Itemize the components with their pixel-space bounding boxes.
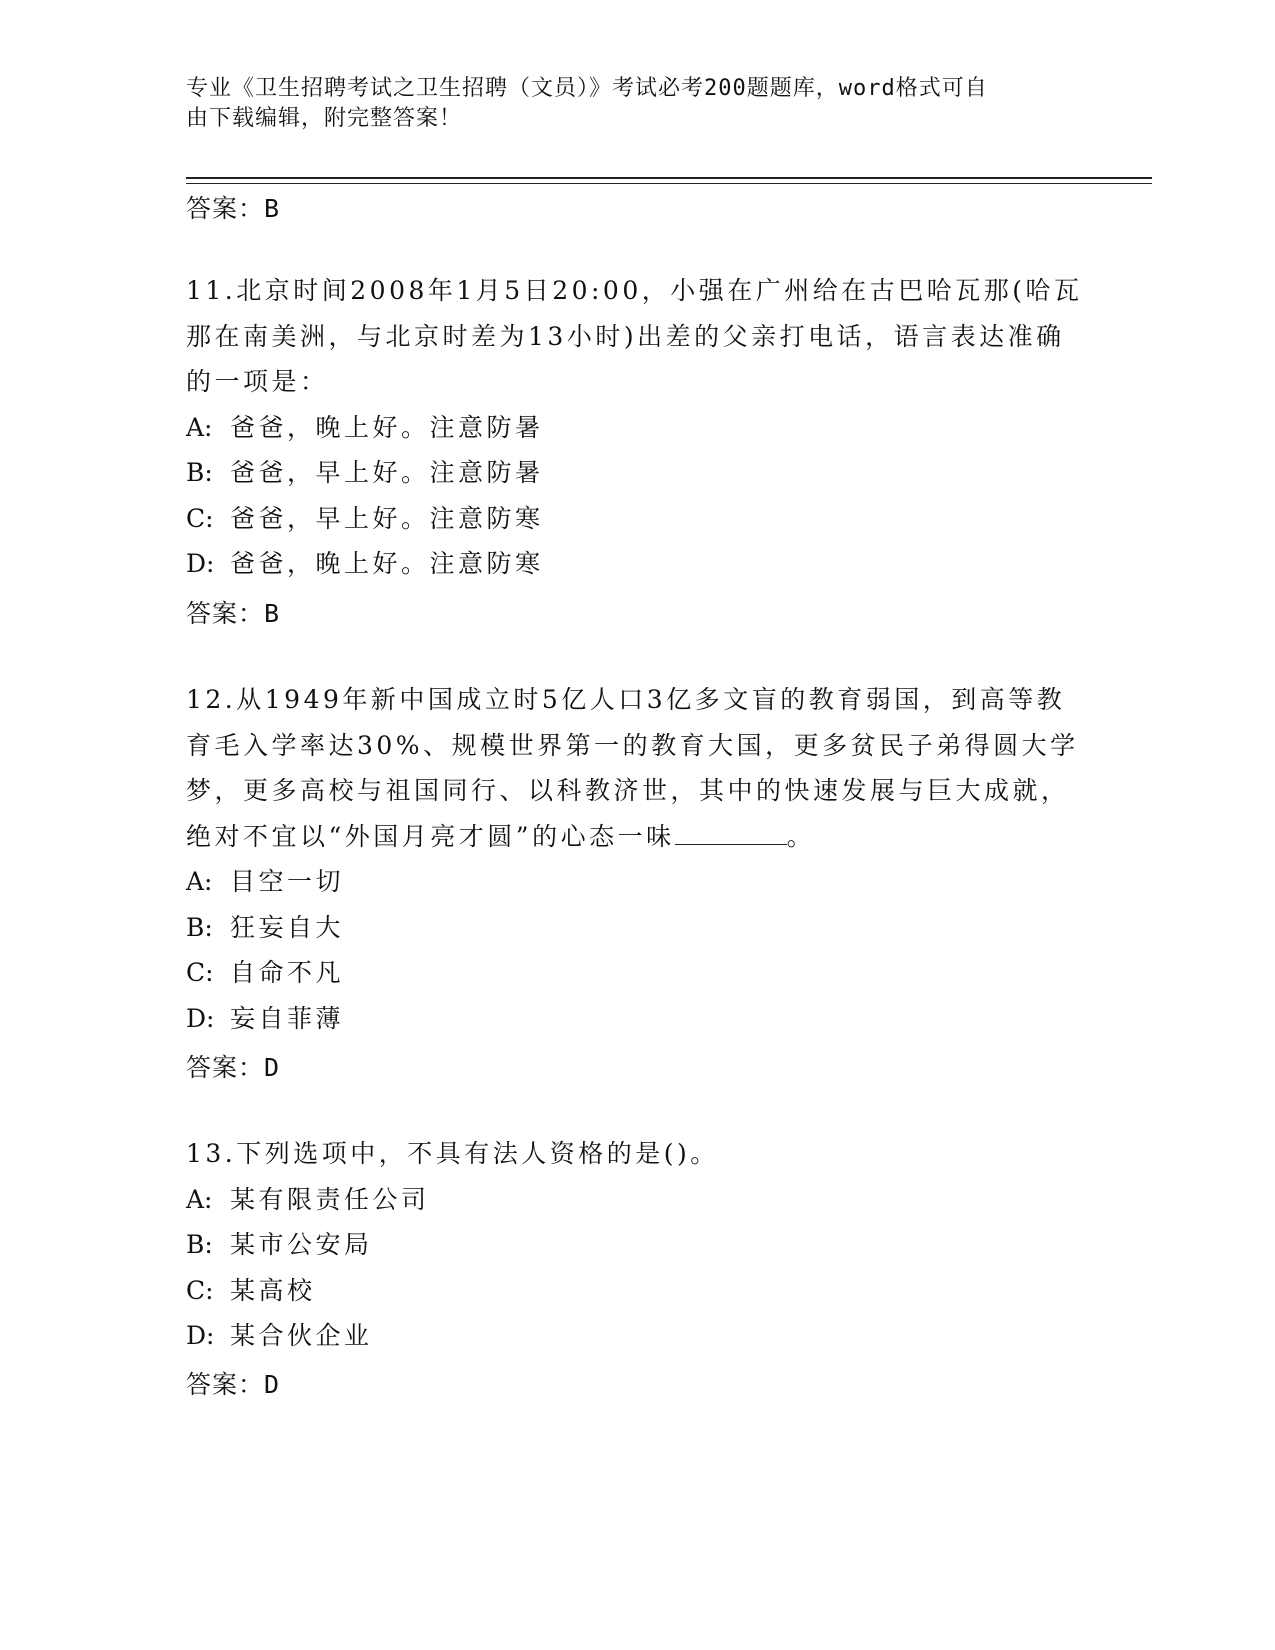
option-letter: A: [186, 412, 213, 442]
answer-previous: 答案：B [186, 194, 281, 223]
option-b [186, 450, 1086, 496]
option-letter: D: [186, 1003, 215, 1033]
answer-12: 答案：D [186, 1053, 281, 1082]
option-text: 某合伙企业 [230, 1321, 373, 1350]
option-c [186, 496, 1086, 542]
fill-in-blank [675, 824, 787, 845]
option-c [186, 950, 1086, 996]
option-letter: C: [186, 1275, 214, 1305]
header-line-2: 由下载编辑，附完整答案！ [186, 106, 463, 131]
option-text: 爸爸，早上好。注意防寒 [230, 503, 544, 533]
option-c [186, 1268, 1086, 1314]
option-d [186, 541, 1086, 587]
option-a [186, 405, 1086, 451]
option-letter: C: [186, 503, 214, 533]
question-text-after-blank: 。 [786, 821, 816, 851]
header-divider-thick [186, 177, 1152, 179]
option-b [186, 1222, 1086, 1268]
option-b [186, 905, 1086, 951]
option-a [186, 1177, 1086, 1223]
option-text: 妄自菲薄 [230, 1003, 345, 1033]
option-text: 自命不凡 [230, 958, 345, 987]
option-letter: B: [186, 458, 213, 487]
option-text: 某高校 [230, 1275, 316, 1305]
option-text: 目空一切 [230, 867, 345, 896]
question-text: 13.下列选项中，不具有法人资格的是()。 [186, 1139, 719, 1168]
option-letter: B: [186, 912, 213, 942]
question-text [186, 677, 1086, 859]
option-letter: A: [186, 867, 213, 896]
option-text: 狂妄自大 [230, 912, 345, 942]
option-letter: A: [186, 1184, 213, 1214]
header-line-1: 专业《卫生招聘考试之卫生招聘（文员）》考试必考200题题库，word格式可自 [186, 76, 988, 101]
option-text: 爸爸，晚上好。注意防暑 [230, 412, 544, 442]
option-a [186, 859, 1086, 905]
answer-13: 答案：D [186, 1370, 281, 1399]
option-letter: C: [186, 958, 214, 987]
option-text: 爸爸，晚上好。注意防寒 [230, 549, 544, 578]
answer-11: 答案：B [186, 599, 281, 628]
option-text: 某有限责任公司 [230, 1184, 430, 1214]
option-text: 爸爸，早上好。注意防暑 [230, 458, 544, 487]
option-d [186, 1313, 1086, 1359]
header-divider-thin [186, 183, 1152, 184]
option-letter: D: [186, 549, 215, 578]
option-letter: B: [186, 1230, 213, 1259]
option-d [186, 996, 1086, 1042]
question-13 [186, 1131, 1086, 1359]
option-letter: D: [186, 1321, 215, 1350]
question-11 [186, 268, 1086, 587]
document-header [186, 74, 1066, 134]
question-text-before-blank: 12.从1949年新中国成立时5亿人口3亿多文盲的教育弱国，到高等教育毛入学率达30%、规模世界第一的教育大国，更多贫民子弟得圆大学梦，更多高校与祖国同行、以科教济世，其中的快速发展与巨大成就，绝对不宜以“外国月亮才圆”的心态一味 [186, 685, 1079, 851]
option-text: 某市公安局 [230, 1230, 373, 1259]
question-12 [186, 677, 1086, 1041]
question-text: 11.北京时间2008年1月5日20:00，小强在广州给在古巴哈瓦那(哈瓦那在南美洲，与北京时差为13小时)出差的父亲打电话，语言表达准确的一项是： [186, 276, 1083, 396]
